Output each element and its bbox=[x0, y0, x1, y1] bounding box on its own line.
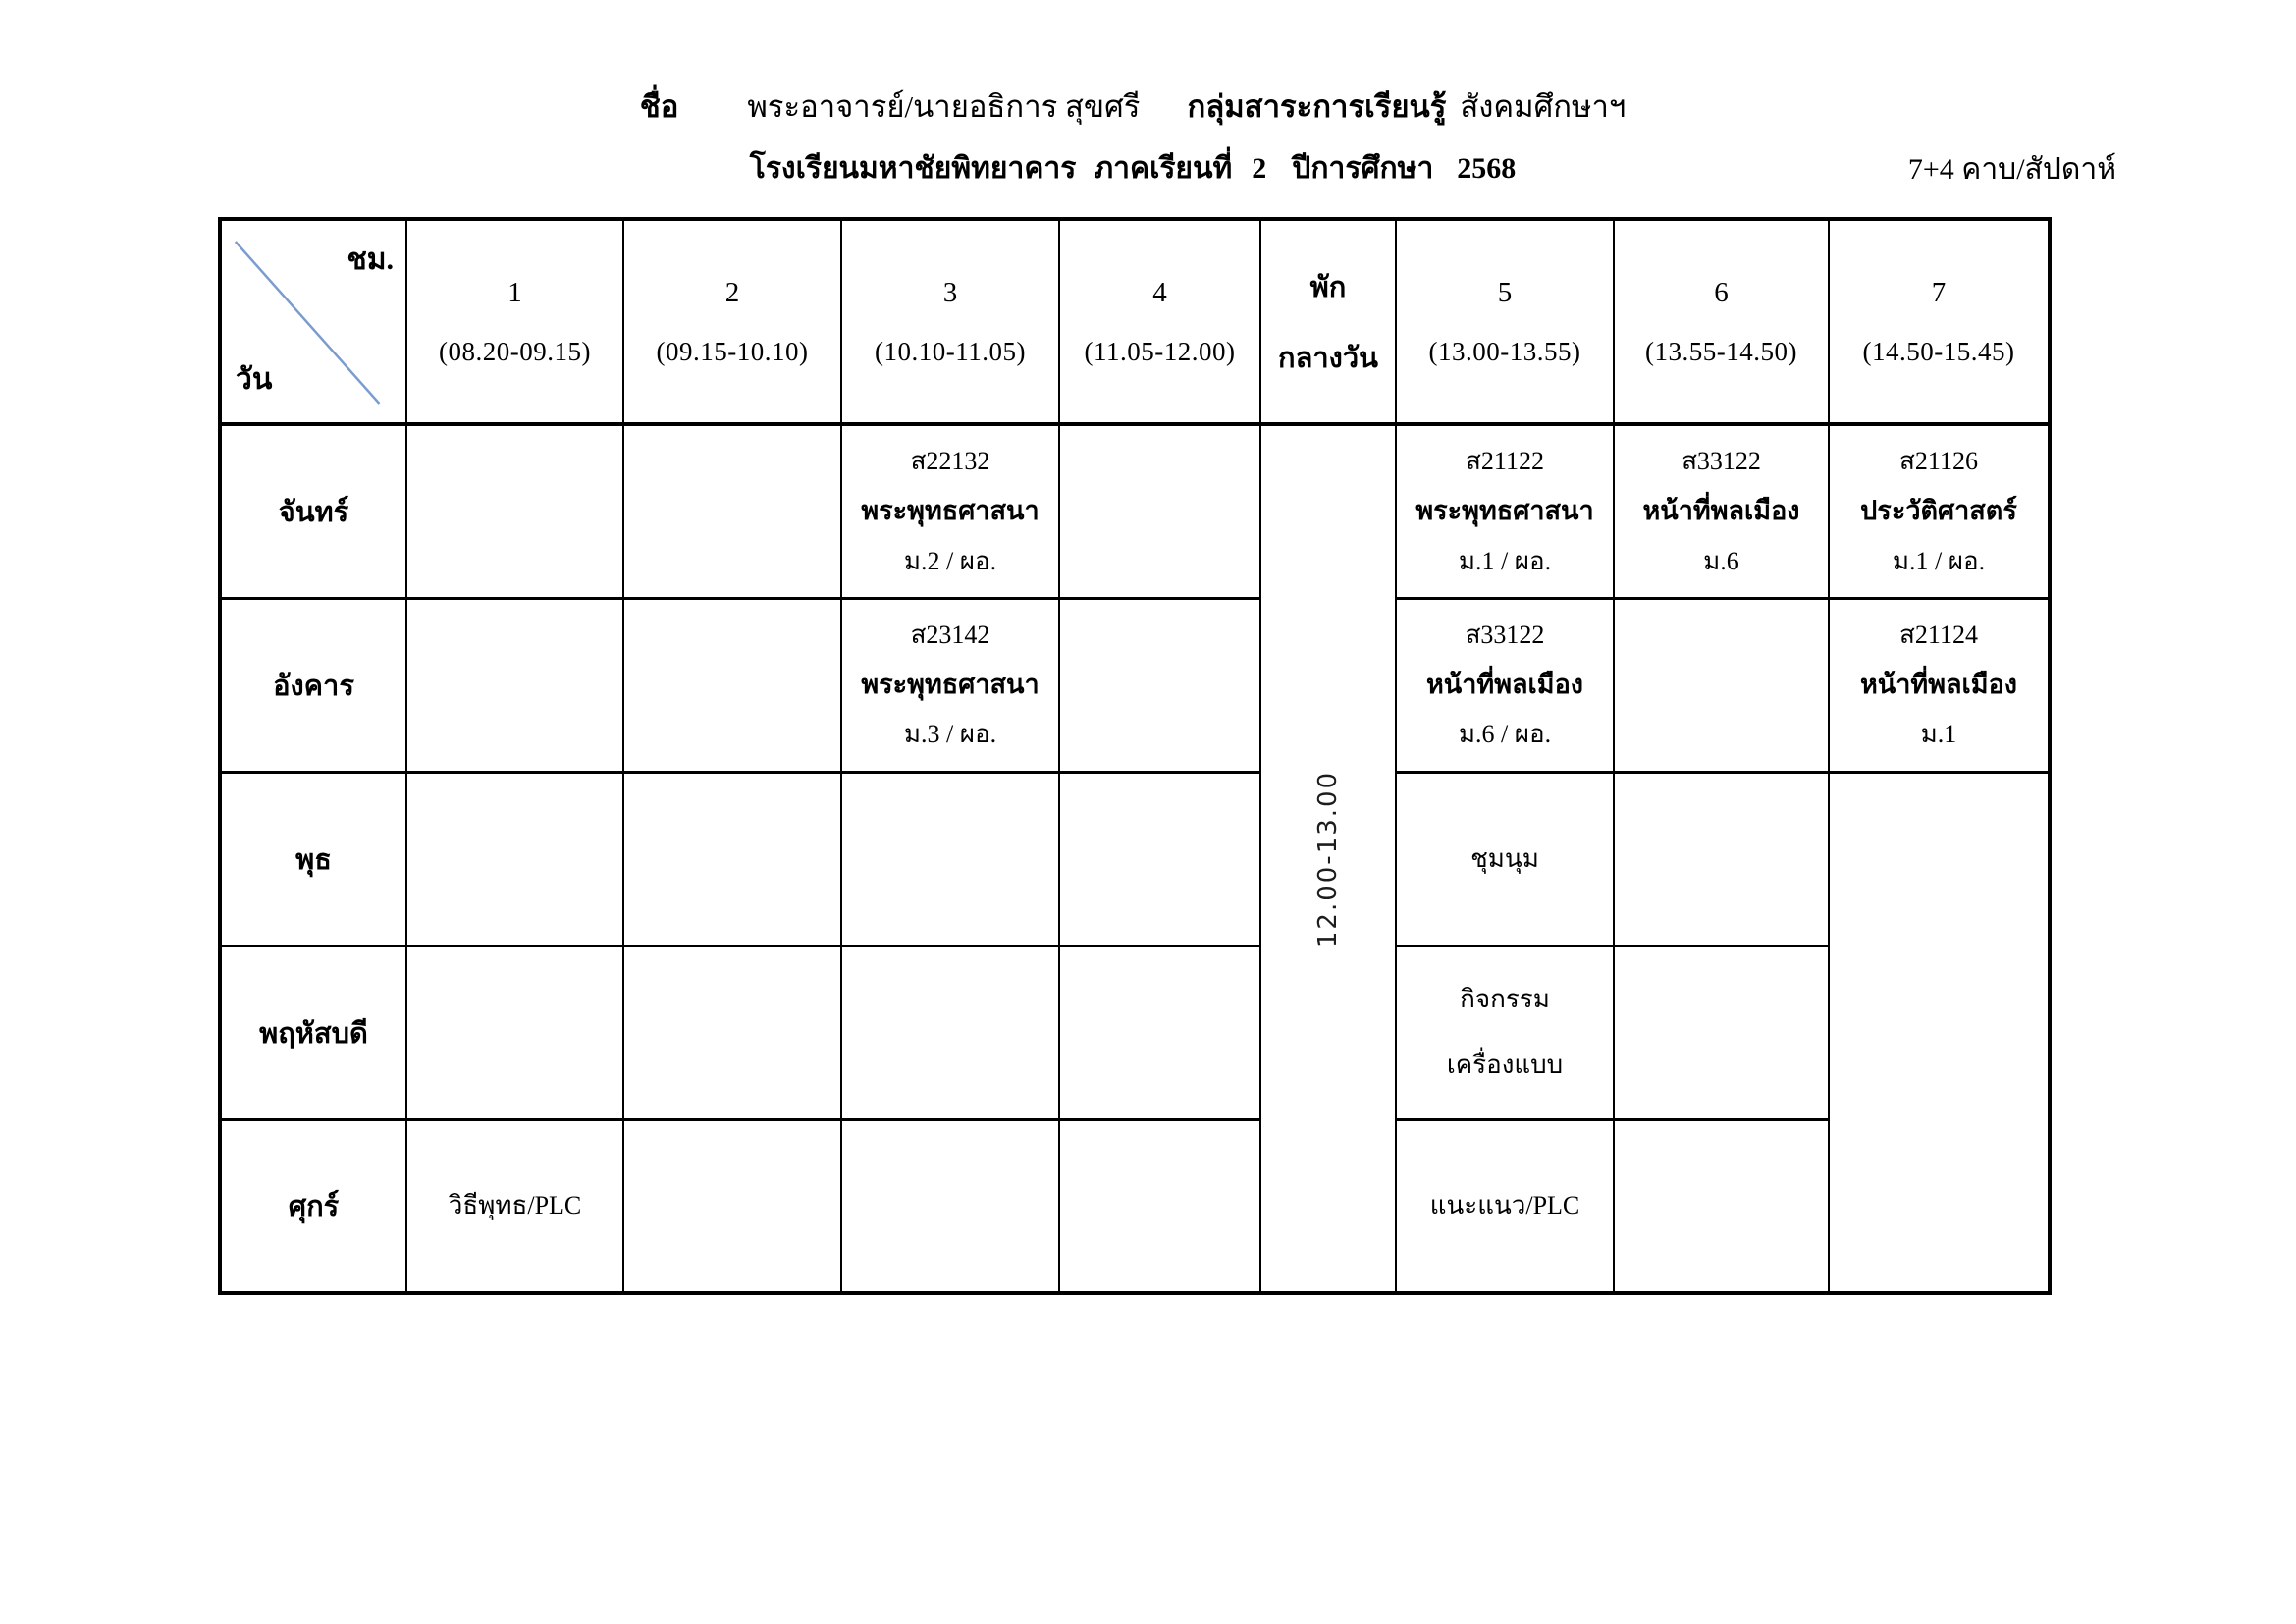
subject-name: พระพุทธศาสนา bbox=[861, 669, 1040, 699]
timetable-cell-empty bbox=[1614, 1119, 1829, 1293]
timetable-cell-empty bbox=[841, 946, 1059, 1119]
activity-name: กิจกรรม bbox=[1460, 984, 1550, 1013]
lunch-time-vertical: 12.00-13.00 bbox=[1313, 770, 1343, 947]
day-label: พฤหัสบดี bbox=[220, 946, 406, 1119]
timetable-cell bbox=[841, 598, 1059, 772]
timetable-cell-empty bbox=[1059, 772, 1260, 946]
timetable-cell bbox=[1614, 424, 1829, 598]
class-group: ม.1 / ผอ. bbox=[1458, 546, 1552, 575]
timetable-cell-empty bbox=[1614, 598, 1829, 772]
period-time: (13.00-13.55) bbox=[1428, 336, 1581, 366]
subject-name: พระพุทธศาสนา bbox=[861, 496, 1040, 526]
class-group: ม.3 / ผอ. bbox=[903, 720, 997, 749]
period-number: 5 bbox=[1497, 276, 1513, 308]
lunch-break-cell bbox=[1260, 424, 1396, 1293]
timetable-cell bbox=[1396, 946, 1614, 1119]
activity-name: แนะแนว/PLC bbox=[1429, 1191, 1580, 1220]
timetable-cell-empty bbox=[1059, 1119, 1260, 1293]
lunch-label-bottom: กลางวัน bbox=[1278, 342, 1378, 374]
timetable-cell-empty bbox=[623, 772, 841, 946]
subject-code: ส21126 bbox=[1899, 447, 1978, 476]
subject-code: ส33122 bbox=[1682, 447, 1761, 476]
lunch-header bbox=[1260, 219, 1396, 424]
corner-cell bbox=[220, 219, 406, 424]
period-number: 3 bbox=[942, 276, 958, 308]
period-header-7 bbox=[1829, 219, 2050, 424]
timetable-cell bbox=[406, 1119, 623, 1293]
period-header-6 bbox=[1614, 219, 1829, 424]
title-line-1 bbox=[218, 86, 2048, 128]
subject-code: ส23142 bbox=[910, 620, 990, 649]
name-label: ชื่อ bbox=[639, 89, 679, 124]
period-header-3 bbox=[841, 219, 1059, 424]
timetable-cell-empty bbox=[623, 424, 841, 598]
subject-group-label: กลุ่มสาระการเรียนรู้ bbox=[1187, 89, 1447, 124]
period-header-1 bbox=[406, 219, 623, 424]
academic-year-label: ปีการศึกษา bbox=[1292, 151, 1434, 185]
timetable-cell-empty bbox=[623, 598, 841, 772]
period-time: (08.20-09.15) bbox=[439, 336, 591, 366]
timetable-cell-empty bbox=[841, 772, 1059, 946]
subject-code: ส21124 bbox=[1899, 620, 1978, 649]
period-time: (13.55-14.50) bbox=[1645, 336, 1797, 366]
timetable-cell bbox=[1396, 772, 1614, 946]
period-number: 4 bbox=[1152, 276, 1167, 308]
subject-name: หน้าที่พลเมือง bbox=[1642, 496, 1800, 526]
table-row-friday bbox=[220, 1119, 2050, 1293]
activity-name: วิธีพุทธ/PLC bbox=[448, 1191, 582, 1220]
timetable-cell bbox=[1829, 424, 2050, 598]
timetable-cell-empty bbox=[406, 424, 623, 598]
table-row-wednesday bbox=[220, 772, 2050, 946]
period-header-4 bbox=[1059, 219, 1260, 424]
class-group: ม.6 bbox=[1703, 546, 1739, 575]
timetable-cell-empty bbox=[406, 946, 623, 1119]
timetable-cell bbox=[1829, 598, 2050, 772]
header-row bbox=[220, 219, 2050, 424]
day-label: จันทร์ bbox=[220, 424, 406, 598]
subject-name: ประวัติศาสตร์ bbox=[1860, 496, 2017, 526]
class-group: ม.2 / ผอ. bbox=[903, 546, 997, 575]
timetable-cell-empty bbox=[1059, 424, 1260, 598]
activity-name: เครื่องแบบ bbox=[1446, 1051, 1564, 1080]
timetable-cell-empty bbox=[1614, 772, 1829, 946]
timetable-cell bbox=[841, 424, 1059, 598]
timetable-cell-empty bbox=[623, 946, 841, 1119]
activity-name: ชุมนุม bbox=[1470, 843, 1539, 873]
school-name: โรงเรียนมหาชัยพิทยาคาร bbox=[749, 151, 1077, 185]
timetable bbox=[218, 217, 2052, 1295]
day-label: อังคาร bbox=[220, 598, 406, 772]
periods-per-week: 7+4 คาบ/สัปดาห์ bbox=[1907, 152, 2116, 186]
table-row-tuesday bbox=[220, 598, 2050, 772]
day-label: ศุกร์ bbox=[220, 1119, 406, 1293]
subject-code: ส21122 bbox=[1466, 447, 1544, 476]
table-row-monday bbox=[220, 424, 2050, 598]
subject-name: พระพุทธศาสนา bbox=[1415, 496, 1594, 526]
period-number: 7 bbox=[1931, 276, 1947, 308]
teacher-name: พระอาจารย์/นายอธิการ สุขศรี bbox=[747, 89, 1141, 124]
timetable-cell-empty bbox=[406, 598, 623, 772]
subject-code: ส22132 bbox=[910, 447, 990, 476]
period-time: (14.50-15.45) bbox=[1862, 336, 2015, 366]
period-header-5 bbox=[1396, 219, 1614, 424]
timetable-cell-empty bbox=[623, 1119, 841, 1293]
class-group: ม.1 / ผอ. bbox=[1892, 546, 1986, 575]
academic-year-value: 2568 bbox=[1457, 151, 1517, 185]
period-number: 2 bbox=[724, 276, 740, 308]
timetable-cell-empty bbox=[1059, 946, 1260, 1119]
subject-name: หน้าที่พลเมือง bbox=[1426, 669, 1583, 699]
corner-day-label: วัน bbox=[236, 363, 273, 396]
subject-name: หน้าที่พลเมือง bbox=[1860, 669, 2017, 699]
timetable-cell bbox=[1396, 598, 1614, 772]
day-label: พุธ bbox=[220, 772, 406, 946]
period-number: 6 bbox=[1714, 276, 1729, 308]
period-header-2 bbox=[623, 219, 841, 424]
class-group: ม.1 bbox=[1920, 720, 1957, 749]
subject-code: ส33122 bbox=[1465, 620, 1545, 649]
timetable-cell-empty bbox=[1614, 946, 1829, 1119]
timetable-cell-empty bbox=[1059, 598, 1260, 772]
period-time: (09.15-10.10) bbox=[656, 336, 809, 366]
semester-value: 2 bbox=[1252, 151, 1267, 185]
period-number: 1 bbox=[507, 276, 522, 308]
period-time: (11.05-12.00) bbox=[1084, 336, 1236, 366]
period-time: (10.10-11.05) bbox=[875, 336, 1026, 366]
lunch-label-top: พัก bbox=[1309, 271, 1347, 303]
document-header bbox=[218, 86, 2116, 191]
table-row-thursday bbox=[220, 946, 2050, 1119]
class-group: ม.6 / ผอ. bbox=[1458, 720, 1552, 749]
timetable-cell-empty bbox=[406, 772, 623, 946]
corner-hour-label: ชม. bbox=[347, 244, 394, 276]
subject-group-value: สังคมศึกษาฯ bbox=[1460, 89, 1627, 124]
timetable-cell bbox=[1396, 1119, 1614, 1293]
timetable-cell-empty bbox=[841, 1119, 1059, 1293]
timetable-cell bbox=[1396, 424, 1614, 598]
semester-label: ภาคเรียนที่ bbox=[1094, 151, 1233, 185]
title-line-2 bbox=[218, 145, 2116, 191]
